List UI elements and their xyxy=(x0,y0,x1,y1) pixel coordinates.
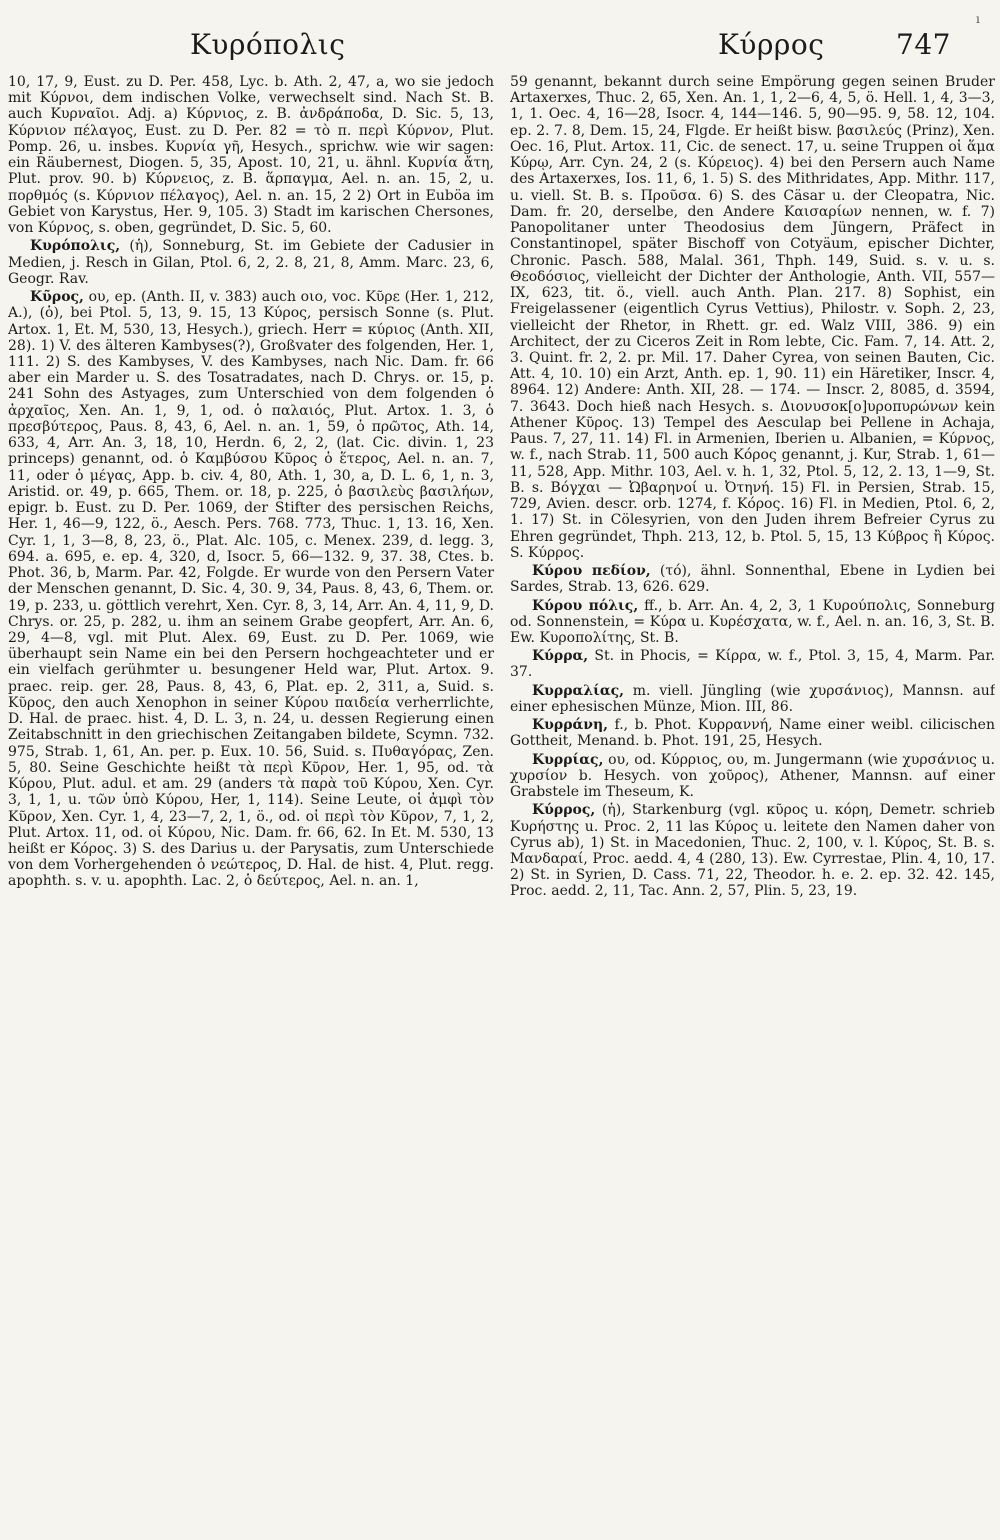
entry-text: f., b. Phot. Κυρραννή, Name einer weibl. cilicischen Gottheit, Menand. b. Phot. 191, 25, Hesych. xyxy=(510,717,995,750)
header-right-word: Κύρρος xyxy=(718,28,825,61)
entry-text: ff., b. Arr. An. 4, 2, 3, 1 Κυρούπολις, Sonneburg od. Sonnenstein, = Κύρα u. Κυρέσχατα, w. f., Ael. n. an. 16, 3, St. B. Ew. Κυροπολίτης, St. B. xyxy=(510,597,995,646)
dictionary-entry xyxy=(8,238,494,287)
page-number: 747 xyxy=(896,28,951,61)
entry-text: 59 genannt, bekannt durch seine Empörung gegen seinen Bruder Artaxerxes, Thuc. 2, 65, Xen. An. 1, 1, 2—6, 4, 5, ö. Hell. 1, 4, 3—3, 1, 1. Oec. 4, 16—28, Isocr. 4, 144—146. 5, 90—95. 9, 58. 12, 104. ep. 2. 7. 8, Dem. 15, 24, Flgde. Er heißt bisw. βασιλεύς (Prinz), Xen. Oec. 16, Plut. Artox. 11, Cic. de senect. 17, u. seine Truppen οἱ ἅμα Κύρῳ, Arr. Cyn. 24, 2 (s. Κύρειος). 4) bei den Persern auch Name des Artaxerxes, Ios. 11, 6, 1. 5) S. des Mithridates, App. Mithr. 117, u. viell. St. B. s. Προῦσα. 6) S. des Cäsar u. der Cleopatra, Nic. Dam. fr. 20, derselbe, den Andere Καισαρίων nennen, w. f. 7) Panopolitaner unter Theodosius dem Jüngern, Präfect in Constantinopel, später Bischoff von Cotyäum, epischer Dichter, Chronic. Pasch. 588, Malal. 361, Thph. 149, Suid. s. v. u. s. Θεοδόσιος, vielleicht der Dichter der Anthologie, Anth. VII, 557—IX, 623, tit. ö., viell. auch Anth. Plan. 217. 8) Sophist, ein Freigelassener (eigentlich Cyrus Vettius), Philostr. v. Soph. 2, 23, vielleicht der Rhetor, in Rhett. gr. ed. Walz VIII, 386. 9) ein Architect, der zu Ciceros Zeit in Rom lebte, Cic. Fam. 7, 14. Att. 2, 3. Quint. fr. 2, 2. pr. Mil. 17. Daher Cyrea, von seinen Bauten, Cic. Att. 4, 10. 10) ein Arzt, Anth. ep. 1, 90. 11) ein Häretiker, Inscr. 4, 8964. 12) Andere: Anth. XII, 28. — 174. — Inscr. 2, 8085, d. 3594, 7. 3643. Doch hieß nach Hesych. s. Διονυσοκ[ο]υροπυρώνων kein Athener Κῦρος. 13) Tempel des Aesculap bei Pellene in Achaja, Paus. 7, 27, 11. 14) Fl. in Armenien, Iberien u. Albanien, = Κύρνος, w. f., nach Strab. 11, 500 auch Κόρος genannt, j. Kur, Strab. 1, 61—11, 528, App. Mithr. 103, Ael. v. h. 1, 32, Ptol. 5, 12, 2. 13, 1—9, St. B. s. Βόγχαι — Ὠβαρηνοί u. Ὀτηνή. 15) Fl. in Persien, Strab. 15, 729, Avien. descr. orb. 1274, f. Κόρος. 16) Fl. in Medien, Ptol. 6, 2, 1. 17) St. in Cölesyrien, von den Juden ihrem Befreier Cyrus zu Ehren gegründet, Thph. 213, 12, b. Ptol. 5, 15, 13 Κύβρος ἢ Κύρος. S. Κύρρος. xyxy=(510,74,995,561)
dictionary-entry xyxy=(8,289,494,890)
entry-text: (ἡ), Sonneburg, St. im Gebiete der Cadusier in Medien, j. Resch in Gilan, Ptol. 6, 2, 2. 8, 21, 8, Amm. Marc. 23, 6, Geogr. Rav. xyxy=(8,238,494,287)
entry-text: 10, 17, 9, Eust. zu D. Per. 458, Lyc. b. Ath. 2, 47, a, wo sie jedoch mit Κύρνοι, dem indischen Volke, verwechselt sind. Nach St. B. auch Κυρναῖοι. Adj. a) Κύρνιος, z. B. ἀνδράποδα, D. Sic. 5, 13, Κύρνιον πέλαγος, Eust. zu D. Per. 82 = τὸ π. περὶ Κύρνον, Plut. Pomp. 26, u. insbes. Κυρνία γῆ, Hesych., sprichw. wie wir sagen: ein Räubernest, Diogen. 5, 35, Apost. 10, 21, u. ähnl. Κυρνία ἄτη, Plut. prov. 90. b) Κύρνειος, z. B. ἅρπαγμα, Ael. n. an. 15, 2, u. πορθμός (s. Κύρνιον πέλαγος), Ael. n. an. 15, 2 2) Ort in Euböa im Gebiet von Karystus, Her. 9, 105. 3) Stadt im karischen Chersones, von Κύρνος, s. oben, gegründet, D. Sic. 5, 60. xyxy=(8,74,494,237)
dictionary-entry xyxy=(510,683,995,715)
entry-text: ου, od. Κύρριος, ου, m. Jungermann (wie χυρσάνιος u. χυρσίον b. Hesych. von χοῦρος), Athener, Mannsn. auf einer Grabstele im Theseum, K. xyxy=(510,751,995,801)
entry-text: St. in Phocis, = Κίρρα, w. f., Ptol. 3, 15, 4, Marm. Par. 37. xyxy=(510,648,995,681)
dictionary-entry xyxy=(510,563,995,595)
entry-headword: Κυρραλίας, xyxy=(532,682,625,699)
running-header xyxy=(0,12,1000,72)
entry-headword: Κυρράνη, xyxy=(532,717,609,734)
entry-headword: Κυρόπολις, xyxy=(30,238,121,255)
entry-headword: Κυρρίας, xyxy=(532,751,604,768)
entry-headword: Κύρρος, xyxy=(532,802,596,819)
entry-headword: Κύρου πεδίον, xyxy=(532,563,651,580)
entry-text: (τό), ähnl. Sonnenthal, Ebene in Lydien bei Sardes, Strab. 13, 626. 629. xyxy=(510,563,995,596)
entry-continuation xyxy=(8,74,494,236)
entry-headword: Κύρρα, xyxy=(532,648,589,665)
dictionary-entry xyxy=(510,648,995,680)
entry-headword: Κῦρος, xyxy=(30,289,84,306)
entry-headword: Κύρου πόλις, xyxy=(532,597,639,614)
entry-text: (ἡ), Starkenburg (vgl. κῦρος u. κόρη, Demetr. schrieb Κυρήστης u. Proc. 2, 11 las Κύρος u. leitete den Namen daher von Cyrus ab), 1) St. in Macedonien, Thuc. 2, 100, v. l. Κύρος, St. B. s. Μανδαραί, Proc. aedd. 4, 4 (280, 13). Ew. Cyrrestae, Plin. 4, 10, 17. 2) St. in Syrien, D. Cass. 71, 22, Theodor. h. e. 2. ep. 32. 42. 145, Proc. aedd. 2, 11, Tac. Ann. 2, 57, Plin. 5, 23, 19. xyxy=(510,802,995,900)
dictionary-entry xyxy=(510,752,995,801)
dictionary-entry xyxy=(510,598,995,647)
header-left-word: Κυρόπολις xyxy=(190,28,346,61)
entry-continuation xyxy=(510,74,995,561)
entry-text: m. viell. Jüngling (wie χυρσάνιος), Mannsn. auf einer ephesischen Münze, Mion. III, 86. xyxy=(510,682,995,715)
corner-mark: ı xyxy=(976,12,980,26)
dictionary-entry xyxy=(510,802,995,899)
left-column xyxy=(8,74,494,1532)
dictionary-entry xyxy=(510,717,995,749)
entry-text: ου, ep. (Anth. II, v. 383) auch οιο, voc. Κῦρε (Her. 1, 212, A.), (ὁ), bei Ptol. 5, 13, 9. 15, 13 Κύρος, persisch Sonne (s. Plut. Artox. 1, Et. M, 530, 13, Hesych.), griech. Herr = κύριος (Anth. XII, 28). 1) V. des älteren Kambyses(?), Großvater des folgenden, Her. 1, 111. 2) S. des Kambyses, V. des Kambyses, nach Nic. Dam. fr. 66 aber ein Marder u. S. des Tosatradates, nach D. Chrys. or. 15, p. 241 Sohn des Astyages, zum Unterschied von dem folgenden ὁ ἀρχαῖος, Xen. An. 1, 9, 1, od. ὁ παλαιός, Plut. Artox. 1. 3, ὁ πρεσβύτερος, Paus. 8, 43, 6, Ael. n. an. 1, 59, ὁ πρῶτος, Ath. 14, 633, 4, Arr. An. 3, 18, 10, Herdn. 6, 2, 2, (lat. Cic. divin. 1, 23 princeps) genannt, od. ὁ Καμβύσου Κῦρος ὁ ἕτερος, Ael. n. an. 7, 11, oder ὁ μέγας, App. b. civ. 4, 80, Ath. 1, 30, a, D. L. 6, 1, n. 3, Aristid. or. 49, p. 665, Them. or. 18, p. 225, ὁ βασιλεὺς βασιλήων, epigr. b. Eust. zu D. Per. 1069, der Stifter des persischen Reichs, Her. 1, 46—9, 122, ö., Aesch. Pers. 768. 773, Thuc. 1, 13. 16, Xen. Cyr. 1, 1, 3—8, 8, 23, ö., Plat. Alc. 105, c. Menex. 239, d. legg. 3, 694. a. 695, e. ep. 4, 320, d, Isocr. 5, 66—132. 9, 37. 38, Ctes. b. Phot. 36, b, Marm. Par. 42, Folgde. Er wurde von den Persern Vater der Menschen genannt, D. Sic. 4, 30. 9, 34, Paus. 8, 43, 6, Them. or. 19, p. 233, u. göttlich verehrt, Xen. Cyr. 8, 3, 14, Arr. An. 4, 11, 9, D. Chrys. or. 25, p. 282, u. ihm an seinem Grabe geopfert, Arr. An. 6, 29, 4—8, vgl. mit Plut. Alex. 69, Eust. zu D. Per. 1069, wie überhaupt sein Name ein bei den Persern hochgeachteter und er ein vielfach gerühmter u. besungener Held war, Plut. Artox. 9. praec. reip. ger. 28, Paus. 8, 43, 6, Plat. ep. 2, 311, a, Suid. s. Κῦρος, den auch Xenophon in seiner Κύρου παιδεία verherrlichte, D. Hal. de praec. hist. 4, D. L. 3, n. 24, u. dessen Regierung einen Zeitabschnitt in den griechischen Zeitangaben bildete, Scymn. 732. 975, Strab. 1, 61, An. per. p. Eux. 10. 56, Suid. s. Πυθαγόρας, Zen. 5, 80. Seine Geschichte heißt τὰ περὶ Κῦρον, Her. 1, 95, od. τὰ Κύρου, Plut. adul. et am. 29 (anders τὰ παρὰ τοῦ Κύρου, Xen. Cyr. 3, 1, 1, u. τῶν ὑπὸ Κύρου, Her, 1, 114). Seine Leute, οἱ ἀμφὶ τὸν Κῦρον, Xen. Cyr. 1, 4, 23—7, 2, 1, ö., od. οἱ περὶ τὸν Κῦρον, 7, 1, 2, Plut. Artox. 11, od. οἱ Κύρου, Nic. Dam. fr. 66, 62. In Et. M. 530, 13 heißt er Κόρος. 3) S. des Darius u. der Parysatis, zum Unterschiede von dem Vorhergehenden ὁ νεώτερος, D. Hal. de hist. 4, Plut. regg. apophth. s. v. u. apophth. Lac. 2, ὁ δεύτερος, Ael. n. an. 1, xyxy=(8,289,494,890)
right-column xyxy=(510,74,995,1532)
